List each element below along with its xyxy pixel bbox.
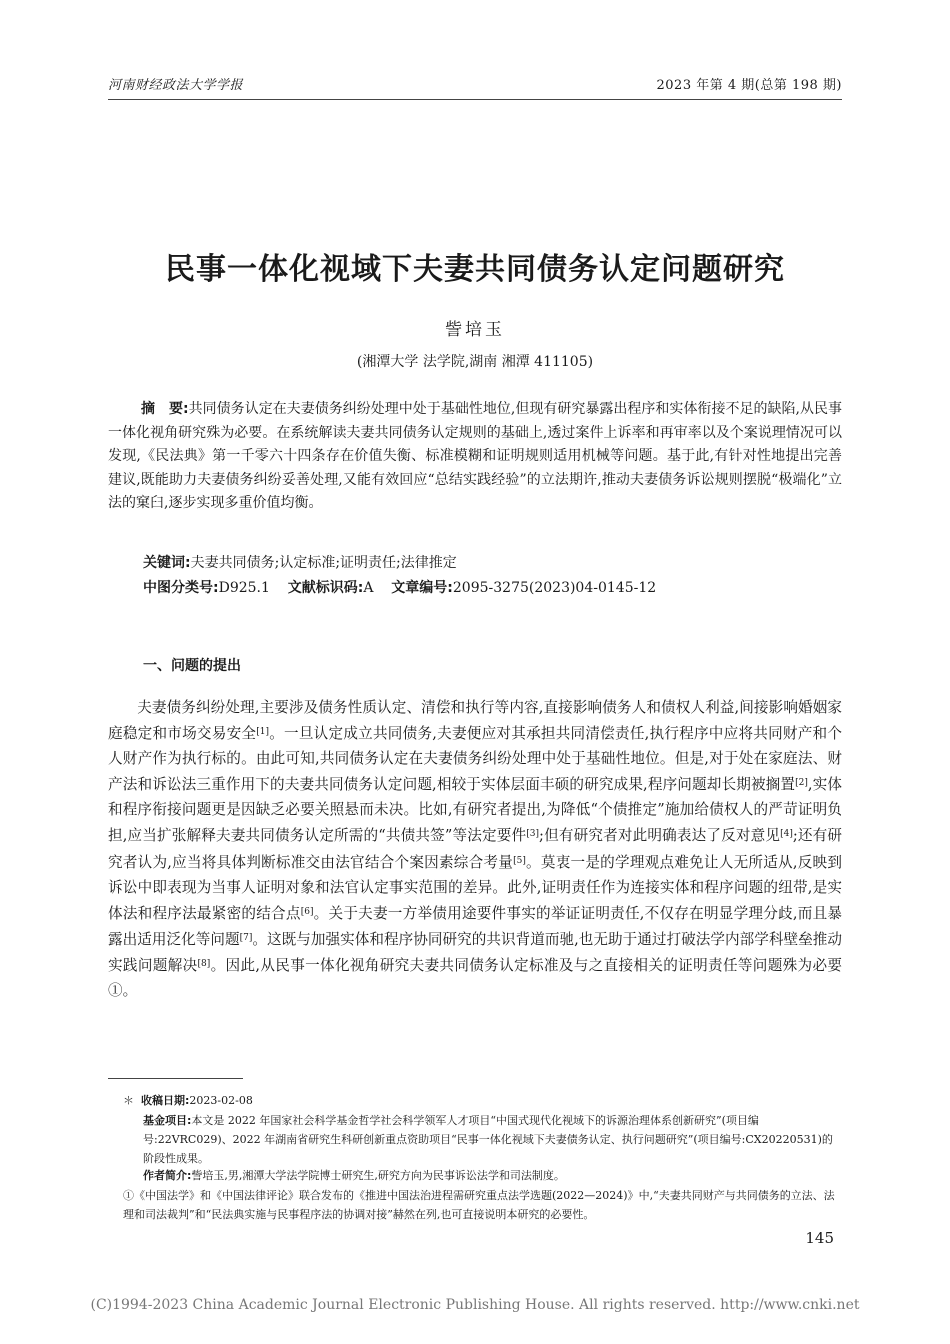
received-label: 收稿日期: [141, 1094, 190, 1107]
note1-mark: ① [123, 1189, 134, 1202]
abstract-label: 摘 要: [141, 401, 189, 417]
citation[interactable]: [8] [197, 958, 211, 969]
footnote-rule [108, 1078, 243, 1079]
footnote-note1 [123, 1186, 842, 1224]
body-paragraph [108, 695, 842, 1003]
section-heading: 一、问题的提出 [143, 658, 241, 674]
citation[interactable]: [3] [526, 829, 540, 840]
note1-text: 《中国法学》和《中国法律评论》联合发布的《推进中国法治进程需研究重点法学选题(2022—2024)》中,“夫妻共同财产与共同债务的立法、法理和司法裁判”和“民法典实施与民事程序法的协调对接”赫然在列,也可直接说明本研究的必要性。 [123, 1189, 835, 1221]
citation[interactable]: [6] [300, 906, 314, 917]
body-text: 。因此,从民事一体化视角研究夫妻共同债务认定标准及与之直接相关的证明责任等问题殊为必要①。 [108, 956, 842, 1000]
author-affiliation: (湘潭大学 法学院,湖南 湘潭 411105) [356, 354, 594, 370]
article-no-label: 文章编号: [391, 580, 453, 596]
classification-line [143, 577, 656, 597]
page-number: 145 [805, 1229, 834, 1247]
copyright-notice: (C)1994-2023 China Academic Journal Electronic Publishing House. All rights reserved. http://www.cnki.net [90, 1297, 860, 1313]
citation[interactable]: [2] [795, 778, 808, 789]
fund-label: 基金项目: [143, 1114, 192, 1127]
body-text: 。这既与加强实体和程序协同研究的共识背道而驰,也无助于通过打破法学内部学科壁垒推动实践问题解决 [108, 930, 842, 974]
citation[interactable]: [5] [513, 855, 526, 866]
citation[interactable]: [7] [239, 932, 253, 943]
body-text: ,实体和程序衔接问题更是因缺乏必要关照悬而未决。比如,有研究者提出,为降低“个债推定”施加给债权人的严苛证明负担,应当扩张解释夫妻共同债务认定所需的“共债共签”等法定要件 [108, 776, 842, 845]
journal-name: 河南财经政法大学学报 [108, 78, 244, 93]
article-title: 民事一体化视域下夫妻共同债务认定问题研究 [165, 252, 785, 287]
body-text: ;还有研究者认为,应当将具体判断标准交由法官结合个案因素综合考量 [108, 827, 842, 871]
abstract [108, 398, 842, 516]
body-text: 夫妻债务纠纷处理,主要涉及债务性质认定、清偿和执行等内容,直接影响债务人和债权人利益,间接影响婚姻家庭稳定和市场交易安全 [108, 699, 842, 743]
clc-label: 中图分类号: [143, 580, 219, 596]
author-bio-label: 作者简介: [143, 1169, 192, 1182]
received-date: 2023-02-08 [189, 1094, 253, 1107]
citation[interactable]: [4] [780, 829, 793, 840]
received-mark: ＊ [123, 1094, 134, 1107]
article-author: 訾培玉 [445, 320, 505, 340]
doc-code-value: A [363, 580, 374, 596]
body-text: 。莫衷一是的学理观点难免让人无所适从,反映到诉讼中即表现为当事人证明对象和法官认定事实范围的差异。此外,证明责任作为连接实体和程序问题的纽带,是实体法和程序法最紧密的结合点 [108, 853, 842, 922]
article-no-value: 2095-3275(2023)04-0145-12 [452, 580, 657, 596]
author-bio-text: 訾培玉,男,湘潭大学法学院博士研究生,研究方向为民事诉讼法学和司法制度。 [191, 1169, 565, 1182]
keywords-label: 关键词: [143, 555, 191, 571]
footnote-received [123, 1091, 842, 1110]
doc-code-label: 文献标识码: [287, 580, 364, 596]
footnote-fund [143, 1111, 842, 1168]
keywords-line [143, 552, 457, 572]
keywords-text: 夫妻共同债务;认定标准;证明责任;法律推定 [190, 555, 457, 571]
fund-text: 本文是 2022 年国家社会科学基金哲学社会科学领军人才项目“中国式现代化视域下的诉源治理体系创新研究”(项目编号:22VRC029)、2022 年湖南省研究生科研创新重点资助项目“民事一体化视域下夫妻债务认定、执行问题研究”(项目编号:CX20220531)的阶段性成果。 [143, 1114, 833, 1165]
clc-value: D925.1 [218, 580, 270, 596]
citation[interactable]: [1] [256, 727, 269, 738]
body-text: ;但有研究者对此明确表达了反对意见 [539, 827, 781, 845]
body-text: 。一旦认定成立共同债务,夫妻便应对其承担共同清偿责任,执行程序中应将共同财产和个人财产作为执行标的。由此可知,共同债务认定在夫妻债务纠纷处理中处于基础性地位。但是,对于处在家庭法、财产法和诉讼法三重作用下的夫妻共同债务认定问题,相较于实体层面丰硕的研究成果,程序问题却长期被搁置 [108, 725, 842, 794]
body-text: 。关于夫妻一方举债用途要件事实的举证证明责任,不仅存在明显学理分歧,而且暴露出适用泛化等问题 [108, 904, 842, 948]
issue-info: 2023 年第 4 期(总第 198 期) [656, 78, 842, 93]
header-rule [108, 99, 842, 100]
abstract-text: 共同债务认定在夫妻债务纠纷处理中处于基础性地位,但现有研究暴露出程序和实体衔接不足的缺陷,从民事一体化视角研究殊为必要。在系统解读夫妻共同债务认定规则的基础上,透过案件上诉率和再审率以及个案说理情况可以发现,《民法典》第一千零六十四条存在价值失衡、标准模糊和证明规则适用机械等问题。基于此,有针对性地提出完善建议,既能助力夫妻债务纠纷妥善处理,又能有效回应“总结实践经验”的立法期许,推动夫妻债务诉讼规则摆脱“极端化”立法的窠臼,逐步实现多重价值均衡。 [108, 401, 842, 511]
footnote-author [143, 1166, 842, 1185]
